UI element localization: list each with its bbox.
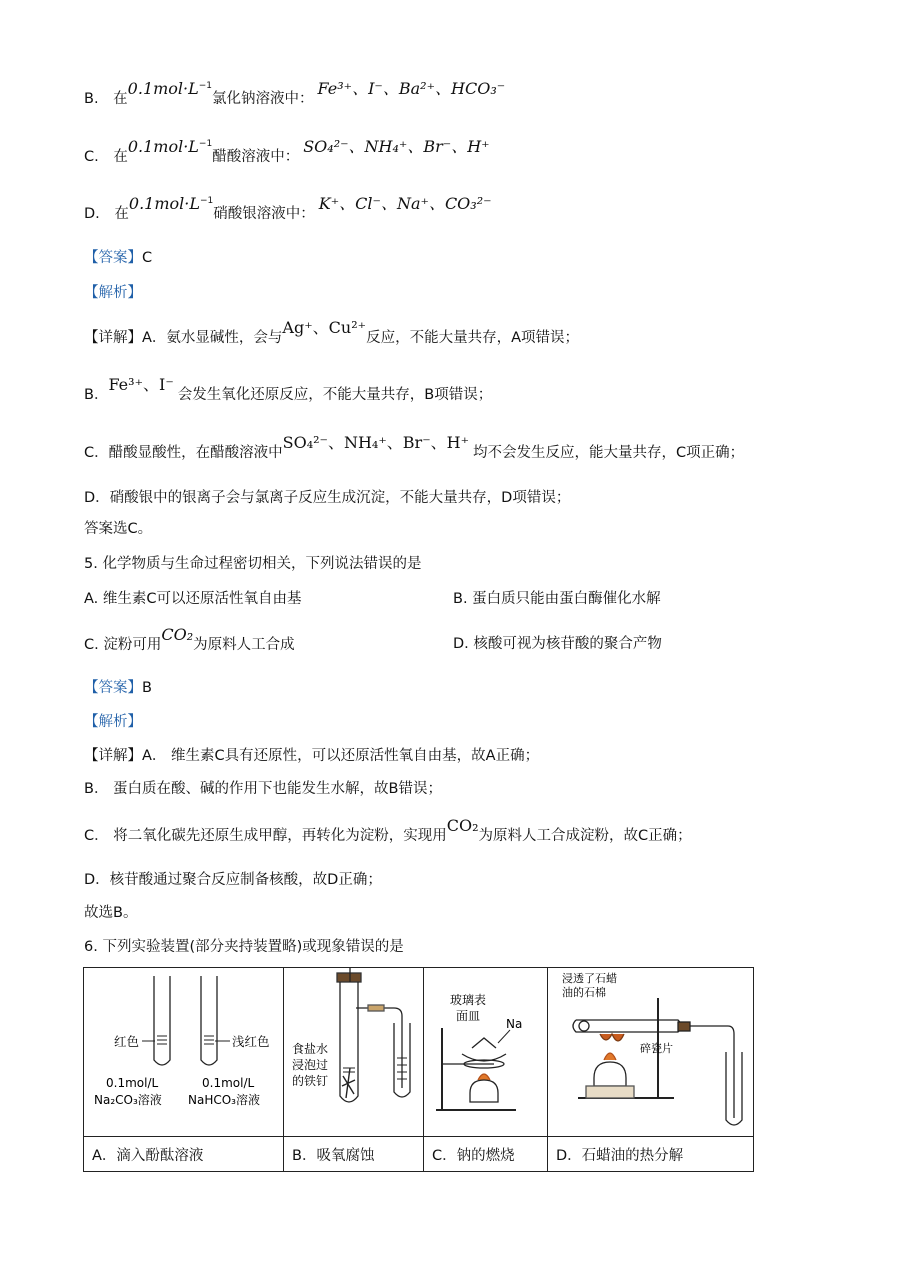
q5-option-d: D. 核酸可视为核苷酸的聚合产物: [453, 636, 662, 652]
q5-detail-d: D．核苷酸通过聚合反应制备核酸，故D正确；: [84, 872, 382, 888]
q4-detail-a: [84, 318, 579, 348]
experiment-d-caption: D．石蜡油的热分解: [548, 1137, 754, 1172]
q4-detail-b-post: 会发生氧化还原反应，不能大量共存，B项错误；: [177, 387, 493, 403]
option-b-label: B.: [84, 91, 99, 107]
option-b-pre: 在: [113, 91, 128, 107]
flame: [478, 1074, 490, 1080]
main-tube: [340, 982, 358, 1102]
c-label-1: 玻璃表: [450, 993, 487, 1007]
stopper: [337, 973, 361, 982]
q5-detail-b: B． 蛋白质在酸、碱的作用下也能发生水解，故B错误；: [84, 781, 443, 797]
option-b-conc-sup: −1: [198, 81, 213, 92]
b-label-1: 食盐水: [292, 1042, 329, 1056]
delivery-tube: [356, 1008, 402, 1088]
na-pointer: [498, 1030, 510, 1043]
experiment-b-caption: B．吸氧腐蚀: [284, 1137, 424, 1172]
q4-detail-d: D．硝酸银中的银离子会与氯离子反应生成沉淀，不能大量共存，D项错误；: [84, 490, 571, 506]
q5-detail-c-pre: C． 将二氧化碳先还原生成甲醇，再转化为淀粉，实现用: [84, 828, 447, 844]
left-conc-label: 0.1mol/L: [106, 1076, 159, 1090]
option-c-ions: SO₄²⁻、NH₄⁺、Br⁻、H⁺: [303, 137, 490, 156]
option-b-ions: Fe³⁺、I⁻、Ba²⁺、HCO₃⁻: [317, 79, 506, 98]
option-d: [84, 194, 492, 224]
q5-stem: 5. 化学物质与生命过程密切相关，下列说法错误的是: [84, 556, 422, 572]
test-tube-right: [201, 976, 217, 1065]
q5-detail-c: [84, 816, 692, 846]
q4-detail-tag: 【详解】: [84, 330, 142, 346]
q5-option-a: A. 维生素C可以还原活性氧自由基: [84, 591, 302, 607]
option-d-ions: K⁺、Cl⁻、Na⁺、CO₃²⁻: [318, 194, 492, 213]
b-label-2: 浸泡过: [292, 1058, 329, 1072]
q4-answer-tag: 【答案】: [84, 250, 142, 266]
d-lamp: [594, 1062, 626, 1086]
q4-detail-a-post: 反应，不能大量共存，A项错误；: [366, 330, 579, 346]
option-c-conc-sup: −1: [198, 139, 213, 150]
q4-detail-c-pre: C．醋酸显酸性，在醋酸溶液中: [84, 445, 283, 461]
option-c: [84, 137, 490, 167]
q4-detail-a-ions: Ag⁺、Cu²⁺: [282, 318, 367, 337]
d-stopper: [678, 1022, 690, 1031]
experiment-table: [83, 967, 754, 1172]
liquid-left: [157, 1036, 167, 1044]
q5-option-c: [84, 625, 295, 655]
option-d-pre: 在: [114, 206, 129, 222]
right-conc-label: 0.1mol/L: [202, 1076, 255, 1090]
b-label-3: 的铁钉: [292, 1074, 329, 1088]
option-b-conc: 0.1mol·L: [127, 79, 199, 98]
q4-answer: [84, 248, 152, 268]
option-b: [84, 79, 506, 109]
q4-analysis-tag: 【解析】: [84, 285, 142, 301]
alcohol-lamp: [470, 1080, 498, 1102]
q5-analysis-tag: 【解析】: [84, 714, 142, 730]
q4-detail-c: [84, 433, 745, 463]
q5-option-c-formula: CO₂: [161, 625, 194, 644]
q4-detail-b-ions: Fe³⁺、I⁻: [108, 375, 174, 394]
q5-option-b: B. 蛋白质只能由蛋白酶催化水解: [453, 591, 661, 607]
option-b-solvent: 氯化钠溶液中：: [212, 91, 314, 107]
q4-detail-c-ions: SO₄²⁻、NH₄⁺、Br⁻、H⁺: [282, 433, 470, 452]
left-color-label: 红色: [114, 1034, 140, 1049]
liquid-right: [204, 1036, 214, 1044]
c-label-3: Na: [506, 1017, 523, 1031]
q5-option-c-post: 为原料人工合成: [193, 637, 295, 653]
q5-detail-c-post: 为原料人工合成淀粉，故C正确；: [478, 828, 692, 844]
q5-option-c-pre: C. 淀粉可用: [84, 637, 162, 653]
option-d-conc: 0.1mol·L: [128, 194, 200, 213]
d-flame: [604, 1053, 616, 1060]
wood-block: [586, 1086, 634, 1098]
q5-conclusion: 故选B。: [84, 905, 138, 921]
experiment-a-figure: [84, 968, 284, 1137]
d-label-2: 油的石棉: [562, 986, 606, 999]
q5-answer-value: B: [142, 680, 152, 696]
sodium-piece: [472, 1038, 496, 1048]
experiment-c-figure: [424, 968, 548, 1137]
experiment-b-figure: [284, 968, 424, 1137]
option-d-conc-sup: −1: [199, 196, 214, 207]
experiment-a-caption: A．滴入酚酞溶液: [84, 1137, 284, 1172]
d-label-3: 碎瓷片: [640, 1042, 673, 1055]
test-tube-left: [154, 976, 170, 1065]
q5-detail-a: 【详解】A． 维生素C具有还原性，可以还原活性氧自由基，故A正确；: [84, 748, 540, 764]
q6-stem: 6. 下列实验装置(部分夹持装置略)或现象错误的是: [84, 939, 404, 955]
heated-zone: [600, 1034, 624, 1041]
option-d-label: D.: [84, 206, 100, 222]
experiment-d-figure: [548, 968, 754, 1137]
q4-answer-value: C: [142, 250, 153, 266]
option-c-pre: 在: [113, 149, 128, 165]
d-delivery-tube: [690, 1026, 734, 1118]
option-c-solvent: 醋酸溶液中：: [212, 149, 300, 165]
q4-conclusion: 答案选C。: [84, 521, 153, 537]
tube-joint: [368, 1005, 384, 1011]
option-d-solvent: 硝酸银溶液中：: [213, 206, 315, 222]
q4-detail-b-label: B．: [84, 387, 109, 403]
left-soln-label: Na₂CO₃溶液: [94, 1093, 162, 1107]
right-soln-label: NaHCO₃溶液: [188, 1093, 260, 1107]
soaked-asbestos: [579, 1021, 589, 1031]
d-label-1: 浸透了石蜡: [562, 972, 617, 985]
q5-answer: [84, 678, 152, 698]
experiment-c-caption: C．钠的燃烧: [424, 1137, 548, 1172]
right-color-label: 浅红色: [232, 1034, 270, 1049]
q4-detail-a-pre: A．氨水显碱性，会与: [142, 330, 283, 346]
q5-answer-tag: 【答案】: [84, 680, 142, 696]
option-c-label: C.: [84, 149, 99, 165]
option-c-conc: 0.1mol·L: [127, 137, 199, 156]
q4-detail-b: [84, 375, 493, 405]
q4-detail-c-post: 均不会发生反应，能大量共存，C项正确；: [473, 445, 745, 461]
q5-detail-c-formula: CO₂: [446, 816, 479, 835]
c-label-2: 面皿: [456, 1009, 481, 1023]
